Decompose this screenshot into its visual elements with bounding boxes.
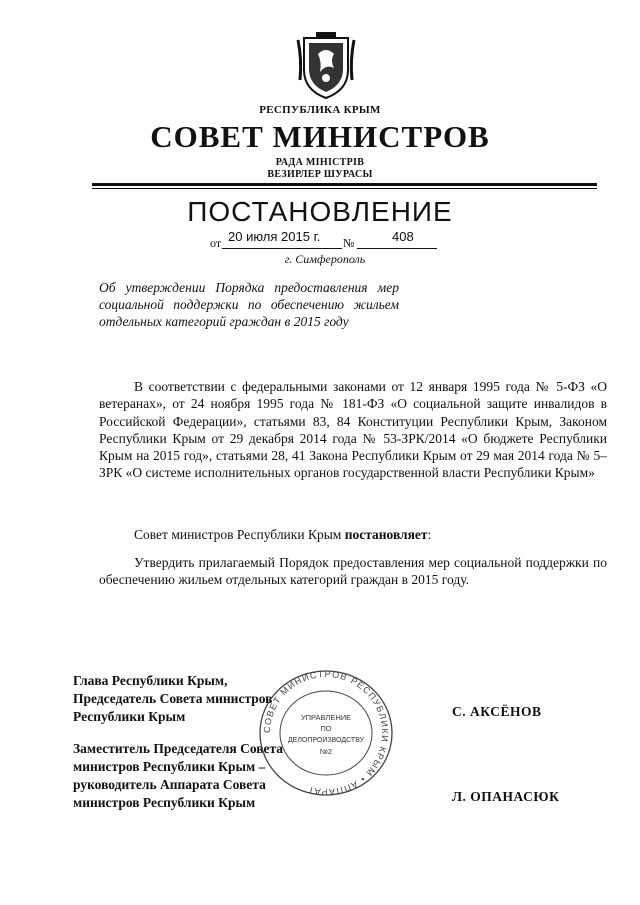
signatory-2-position-line: министров Республики Крым <box>73 795 256 810</box>
stamp-line-4: №2 <box>319 747 333 756</box>
body-paragraph-3: Утвердить прилагаемый Порядок предоставления мер социальной поддержки по обеспечению жильем отдельных категорий граждан в 2015 году. <box>99 555 607 588</box>
header-divider-thick <box>92 183 597 186</box>
number-label: № <box>343 236 355 250</box>
council-title-ukrainian: РАДА МІНІСТРІВ <box>275 157 365 168</box>
resolves-keyword: постановляет <box>344 527 428 542</box>
body-paragraph-2 <box>99 526 607 543</box>
header-divider-thin <box>92 188 597 189</box>
signatory-1-position-line: Глава Республики Крым, <box>73 673 228 688</box>
document-type-title: ПОСТАНОВЛЕНИЕ <box>187 196 453 227</box>
council-title: СОВЕТ МИНИСТРОВ <box>150 119 490 154</box>
resolves-prefix: Совет министров Республики Крым <box>134 527 345 542</box>
signatory-1-position-line: Председатель Совета министров <box>73 691 273 706</box>
stamp-line-1: УПРАВЛЕНИЕ <box>300 713 352 722</box>
signatory-2-name: Л. ОПАНАСЮК <box>452 789 560 804</box>
office-stamp <box>255 668 397 798</box>
signatory-1-position-line: Республики Крым <box>73 709 186 724</box>
stamp-line-2: ПО <box>320 724 332 733</box>
number-underline <box>357 248 437 249</box>
resolves-suffix: : <box>427 527 432 542</box>
body-paragraph-1: В соответствии с федеральными законами от 12 января 1995 года № 5-ФЗ «О ветеранах», от 24 ноября 1995 года № 181-ФЗ «О социальной защите инвалидов в Российской Федерации», статьями 83, 84 Конституции Республики Крым, Законом Республики Крым от 29 декабря 2014 года № 53-ЗРК/2014 «О бюджете Республики Крым на 2015 год», статьями 28, 41 Закона Республики Крым от 29 мая 2014 года № 5–ЗРК «О системе исполнительных органов государственной власти Республики Крым» <box>99 379 607 481</box>
council-title-crimean-tatar: ВЕЗИРЛЕР ШУРАСЫ <box>267 169 373 180</box>
republic-name: РЕСПУБЛИКА КРЫМ <box>259 104 381 116</box>
stamp-ring-text: СОВЕТ МИНИСТРОВ РЕСПУБЛИКИ КРЫМ • АППАРАТ <box>261 668 391 798</box>
signatory-1-position <box>73 672 272 726</box>
crimea-coat-of-arms-icon <box>296 30 356 100</box>
document-subject: Об утверждении Порядка предоставления мер социальной поддержки по обеспечению жильем отдельных категорий граждан в 2015 году <box>99 280 399 329</box>
stamp-line-3: ДЕЛОПРОИЗВОДСТВУ <box>287 737 365 744</box>
document-city: г. Симферополь <box>284 252 366 266</box>
signatory-2-position-line: Заместитель Председателя Совета <box>73 741 284 756</box>
signatory-2-position-line: руководитель Аппарата Совета <box>73 777 266 792</box>
signatory-2-position <box>73 740 283 812</box>
signatory-1-name: С. АКСЁНОВ <box>452 704 542 719</box>
signatory-2-position-line: министров Республики Крым – <box>73 759 266 774</box>
document-number: 408 <box>392 229 414 244</box>
document-date: 20 июля 2015 г. <box>228 229 321 244</box>
date-label: от <box>210 236 222 250</box>
date-underline <box>222 248 342 249</box>
